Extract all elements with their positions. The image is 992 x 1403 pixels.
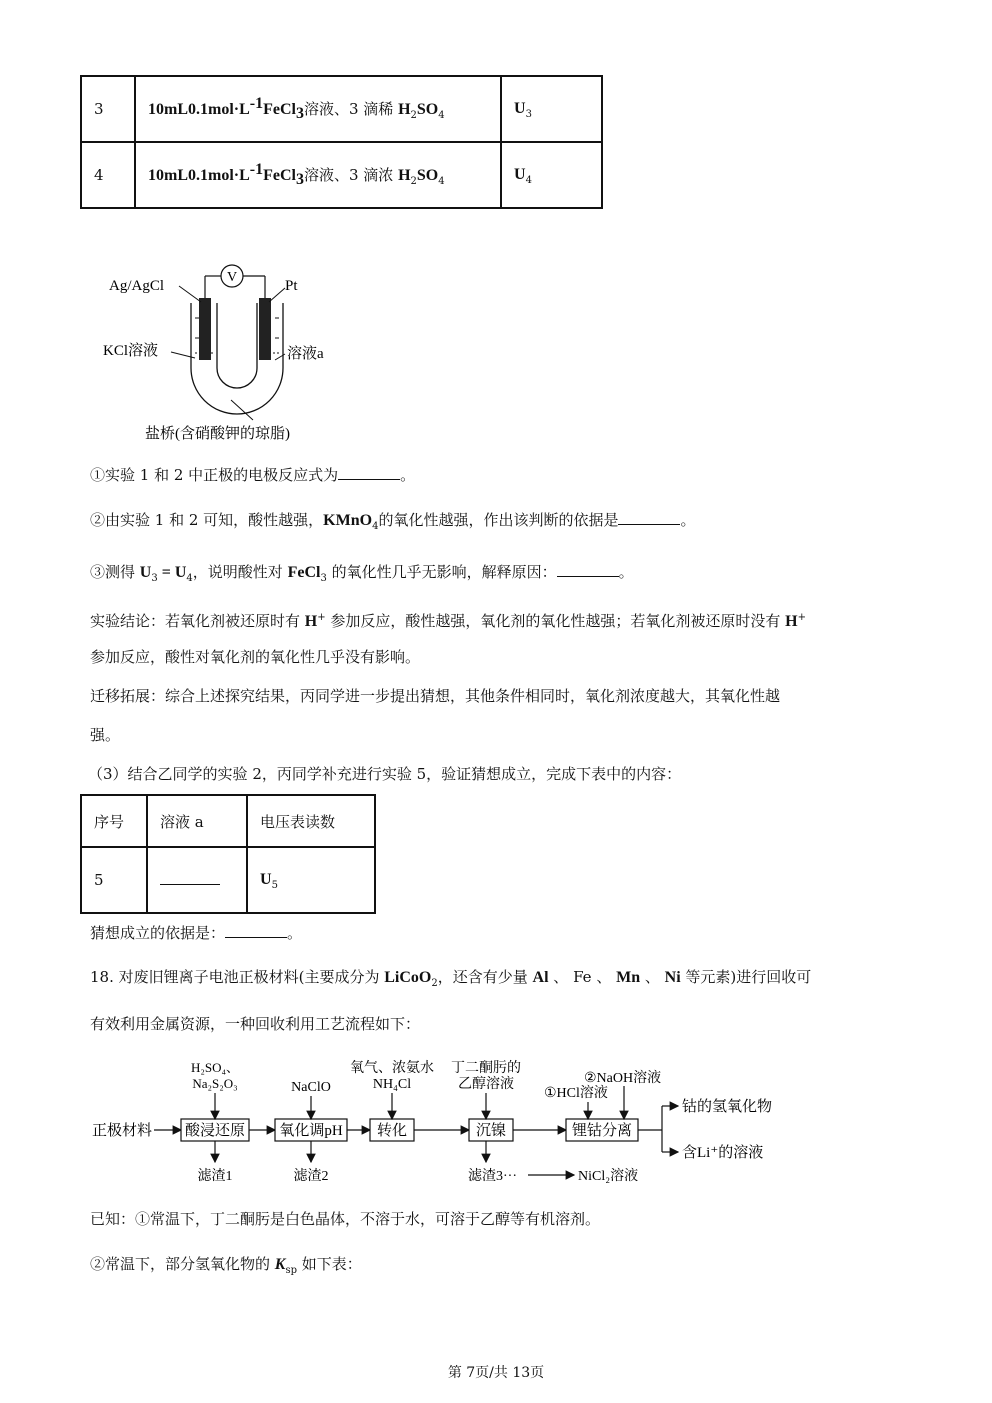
right-solution-label: 溶液a <box>287 346 324 362</box>
question-18-line-1: 18. 对废旧锂离子电池正极材料(主要成分为 LiCoO$_2$，还含有少量 Al 、 Fe 、 Mn 、 Ni 等元素)进行回收可 <box>90 968 812 989</box>
step-convert-label: 转化 <box>376 1123 408 1139</box>
reagent-cell: $10mL0.1mol\cdot L^{-1}FeCl_3$溶液、3 滴稀 $H_2SO_4$ <box>135 76 501 142</box>
question-18-line-2: 有效利用金属资源，一种回收利用工艺流程如下： <box>90 1015 421 1033</box>
question-2: ②由实验 1 和 2 可知，酸性越强，KMnO$_4$的氧化性越强，作出该判断的依据是 。 <box>90 511 696 532</box>
left-electrode-label: Ag/AgCl <box>109 278 165 294</box>
galvanic-cell-diagram <box>95 258 355 448</box>
process-flow-diagram <box>88 1056 788 1191</box>
reagent-cell: $10mL0.1mol\cdot L^{-1}FeCl_3$溶液、3 滴浓 $H_2SO_4$ <box>135 142 501 208</box>
ag-agcl-electrode <box>199 298 211 360</box>
row-number: 4 <box>81 142 135 208</box>
reagent-3-line-1: 氧气、浓氨水 <box>350 1061 434 1076</box>
voltmeter-label: V <box>226 270 238 285</box>
answer-blank[interactable] <box>160 884 220 885</box>
residue-3: 滤渣3··· <box>468 1169 517 1184</box>
question-3: ③测得 $U_3 = U_4$，说明酸性对 FeCl$_3$ 的氧化性几乎无影响，解释原因： 。 <box>90 563 634 584</box>
known-1: 已知：①常温下，丁二酮肟是白色晶体，不溶于水，可溶于乙醇等有机溶剂。 <box>90 1210 601 1228</box>
header-solution: 溶液 a <box>147 795 247 847</box>
row-number: 5 <box>81 847 147 913</box>
output-cobalt-label: 钴的氢氧化物 <box>682 1099 773 1115</box>
answer-blank[interactable] <box>618 524 680 525</box>
header-voltage: 电压表读数 <box>247 795 375 847</box>
experiment-table-top <box>80 75 603 209</box>
right-electrode-label: Pt <box>285 278 298 294</box>
nicl2-output: NiCl₂溶液 <box>578 1169 639 1184</box>
left-solution-label: KCl溶液 <box>103 343 159 359</box>
conclusion-line-1: 实验结论：若氧化剂被还原时有 H+ 参加反应，酸性越强，氧化剂的氧化性越强；若氧化剂被还原时没有 H+ <box>90 612 807 630</box>
reagent-1-line-2: Na₂S₂O₃ <box>192 1076 238 1091</box>
answer-blank[interactable] <box>338 479 400 480</box>
reagent-4-line-1: 丁二酮肟的 <box>451 1061 521 1076</box>
answer-blank[interactable] <box>557 576 619 577</box>
basis-line: 猜想成立的依据是： 。 <box>90 924 303 942</box>
question-part-3: （3）结合乙同学的实验 2，丙同学补充进行实验 5，验证猜想成立，完成下表中的内容： <box>88 765 682 783</box>
extension-line-2: 强。 <box>90 726 121 744</box>
table-header-row <box>81 795 375 847</box>
conclusion-line-2: 参加反应，酸性对氧化剂的氧化性几乎没有影响。 <box>90 648 421 666</box>
answer-blank[interactable] <box>225 937 287 938</box>
table-row <box>81 142 602 208</box>
table-row <box>81 847 375 913</box>
header-no: 序号 <box>81 795 147 847</box>
reagent-2: NaClO <box>291 1080 331 1095</box>
reagent-1-line-1: H₂SO₄、 <box>190 1060 240 1075</box>
voltage-cell: $U_4$ <box>501 142 602 208</box>
page-footer: 第 7页/共 13页 <box>447 1365 545 1381</box>
reagent-3-line-2: NH₄Cl <box>372 1077 412 1092</box>
salt-bridge-label: 盐桥(含硝酸钾的琼脂) <box>145 426 290 442</box>
experiment-5-table <box>80 794 376 914</box>
step-separate-label: 锂钴分离 <box>571 1123 633 1139</box>
output-lithium-label: 含Li⁺的溶液 <box>682 1145 764 1161</box>
step-nickel-label: 沉镍 <box>475 1123 507 1139</box>
residue-1: 滤渣1 <box>197 1169 233 1184</box>
question-1: ①实验 1 和 2 中正极的电极反应式为 。 <box>90 466 416 484</box>
row-number: 3 <box>81 76 135 142</box>
reagent-4-line-2: 乙醇溶液 <box>458 1077 514 1092</box>
pt-electrode <box>259 298 271 360</box>
reagent-5b: ②NaOH溶液 <box>584 1071 662 1086</box>
flow-input-label: 正极材料 <box>92 1123 153 1139</box>
known-2: ②常温下，部分氢氧化物的 $K_{sp}$ 如下表： <box>90 1255 362 1276</box>
extension-line-1: 迁移拓展：综合上述探究结果，丙同学进一步提出猜想，其他条件相同时，氧化剂浓度越大，其氧化性越 <box>90 687 781 705</box>
step-acid-leach-label: 酸浸还原 <box>184 1123 246 1139</box>
voltage-cell: $U_3$ <box>501 76 602 142</box>
residue-2: 滤渣2 <box>293 1169 329 1184</box>
table-row <box>81 76 602 142</box>
reagent-5a: ①HCl溶液 <box>544 1086 608 1101</box>
step-oxidize-label: 氧化调pH <box>279 1123 343 1139</box>
solution-cell <box>147 847 247 913</box>
voltage-cell: $U_5$ <box>247 847 375 913</box>
